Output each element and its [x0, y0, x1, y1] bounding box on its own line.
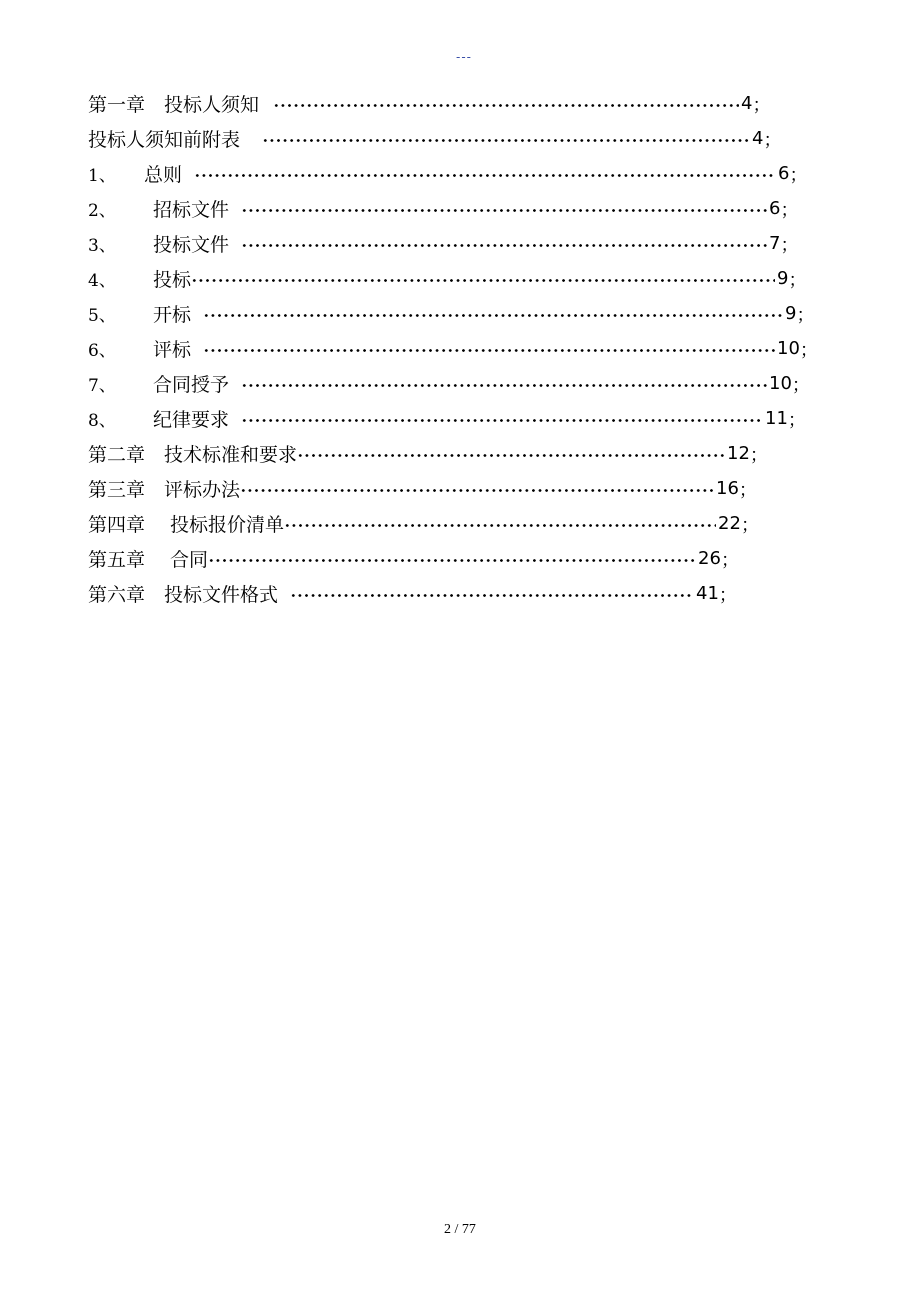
toc-entry-number: 4、: [88, 271, 116, 291]
toc-entry[interactable]: [88, 296, 848, 331]
toc-entry[interactable]: [88, 506, 848, 541]
toc-entry-number: 7、: [88, 376, 116, 396]
dot-leader: [284, 524, 716, 527]
toc-entry[interactable]: [88, 541, 848, 576]
toc-entry[interactable]: [88, 191, 848, 226]
toc-entry-page: 10: [769, 373, 792, 394]
dot-leader: [240, 489, 714, 492]
toc-entry-title: 评标: [153, 339, 192, 361]
toc-entry-end: ；: [787, 409, 806, 431]
toc-entry-end: ；: [791, 374, 810, 396]
dot-leader: [241, 244, 767, 247]
toc-entry-number: 3、: [88, 236, 116, 256]
toc-entry-page: 22: [718, 513, 741, 534]
toc-entry-title: 第二章 技术标准和要求: [88, 444, 298, 466]
toc-entry[interactable]: [88, 366, 848, 401]
toc-entry-end: ；: [780, 234, 799, 256]
toc-entry-end: ；: [749, 444, 768, 466]
toc-entry-number: 1、: [88, 166, 116, 186]
toc-entry-end: ；: [789, 164, 808, 186]
dot-leader: [241, 384, 767, 387]
toc-entry[interactable]: [88, 156, 848, 191]
toc-entry-title: 开标: [153, 304, 192, 326]
dot-leader: [241, 419, 763, 422]
table-of-contents: [88, 86, 848, 611]
toc-entry[interactable]: [88, 261, 848, 296]
toc-entry-title: 投标: [153, 269, 192, 291]
toc-entry-end: ；: [720, 549, 739, 571]
toc-entry[interactable]: [88, 86, 848, 121]
toc-entry-title: 第一章 投标人须知: [88, 94, 260, 116]
dot-leader: [273, 104, 739, 107]
dot-leader: [297, 454, 725, 457]
toc-entry-end: ；: [740, 514, 759, 536]
toc-entry-page: 16: [716, 478, 739, 499]
dot-leader: [290, 594, 694, 597]
toc-entry-number: 5、: [88, 306, 116, 326]
toc-entry[interactable]: [88, 226, 848, 261]
toc-entry[interactable]: [88, 576, 848, 611]
toc-entry[interactable]: [88, 401, 848, 436]
toc-entry-title: 纪律要求: [153, 409, 230, 431]
toc-entry-page: 4: [741, 93, 753, 114]
toc-entry-page: 6: [769, 198, 781, 219]
toc-entry-title: 第五章 合同: [88, 549, 209, 571]
toc-entry-number: 2、: [88, 201, 116, 221]
toc-entry-page: 12: [727, 443, 750, 464]
dot-leader: [208, 559, 696, 562]
dot-leader: [203, 314, 783, 317]
toc-entry-title: 第四章 投标报价清单: [88, 514, 285, 536]
dot-leader: [241, 209, 767, 212]
dot-leader: [194, 174, 776, 177]
toc-entry-title: 合同授予: [153, 374, 230, 396]
page-header-mark: ---: [456, 50, 472, 64]
toc-entry-page: 4: [752, 128, 764, 149]
toc-entry-number: 6、: [88, 341, 116, 361]
toc-entry-title: 第六章 投标文件格式: [88, 584, 279, 606]
toc-entry[interactable]: [88, 331, 848, 366]
toc-entry[interactable]: [88, 121, 848, 156]
toc-entry-end: ；: [738, 479, 757, 501]
toc-entry-end: ；: [763, 129, 782, 151]
dot-leader: [203, 349, 775, 352]
toc-entry-title: 第三章 评标办法: [88, 479, 241, 501]
toc-entry-end: ；: [788, 269, 807, 291]
toc-entry-page: 6: [778, 163, 790, 184]
toc-entry-page: 11: [765, 408, 788, 429]
toc-entry-end: ；: [718, 584, 737, 606]
toc-entry-page: 9: [777, 268, 789, 289]
toc-entry-page: 7: [769, 233, 781, 254]
toc-entry-title: 总则: [144, 164, 183, 186]
toc-entry-page: 41: [696, 583, 719, 604]
page-number-footer: 2 / 77: [444, 1222, 476, 1237]
toc-entry-title: 投标人须知前附表: [88, 129, 241, 151]
toc-entry-page: 9: [785, 303, 797, 324]
toc-entry-title: 招标文件: [153, 199, 230, 221]
toc-entry-end: ；: [796, 304, 815, 326]
toc-entry-page: 10: [777, 338, 800, 359]
dot-leader: [262, 139, 750, 142]
toc-entry-end: ；: [780, 199, 799, 221]
toc-entry[interactable]: [88, 471, 848, 506]
toc-entry-end: ；: [752, 94, 771, 116]
toc-entry-number: 8、: [88, 411, 116, 431]
dot-leader: [191, 279, 775, 282]
toc-entry-page: 26: [698, 548, 721, 569]
toc-entry-title: 投标文件: [153, 234, 230, 256]
toc-entry-end: ；: [799, 339, 818, 361]
toc-entry[interactable]: [88, 436, 848, 471]
